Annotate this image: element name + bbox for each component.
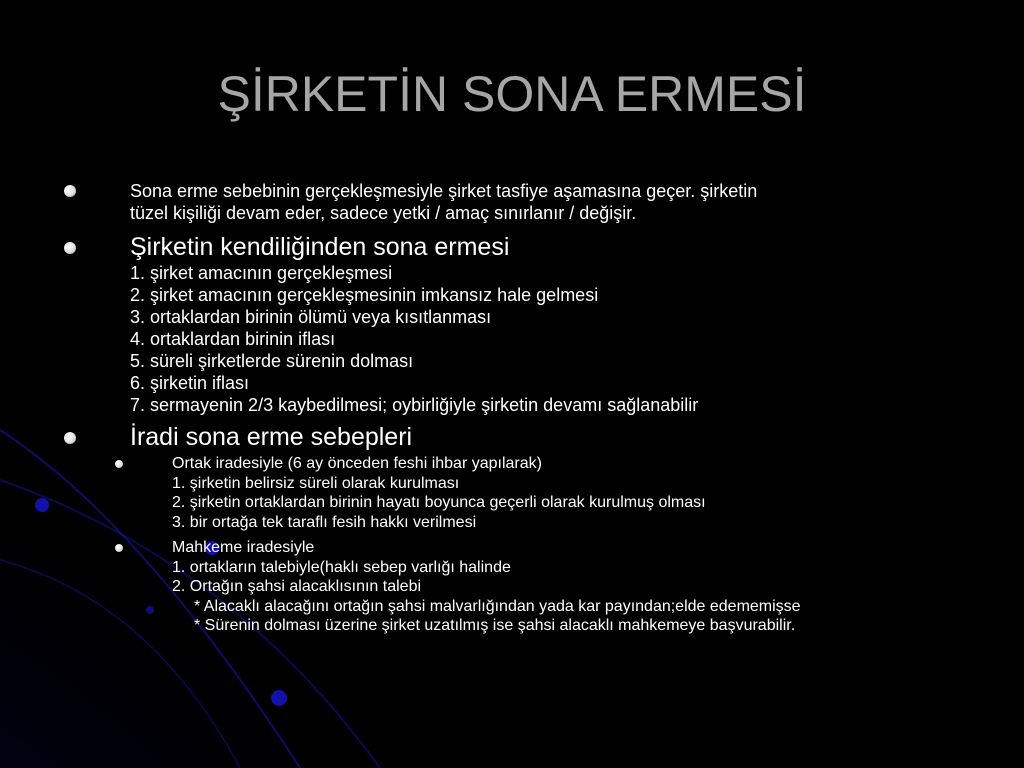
note-item: * Sürenin dolması üzerine şirket uzatılmış ise şahsi alacaklı mahkemeye başvurabilir. xyxy=(194,617,796,634)
bullet-heading: İradi sona erme sebepleri xyxy=(130,423,413,451)
bullet-text xyxy=(130,422,1024,452)
list-item: 3. ortaklardan birinin ölümü veya kısıtlanması xyxy=(130,307,492,327)
subbullet-ortak-iradesiyle xyxy=(0,454,1024,532)
bullet-dot-icon xyxy=(115,544,123,552)
list-item: 1. ortakların talebiyle(haklı sebep varlığı halinde xyxy=(172,558,511,576)
list-item: 5. süreli şirketlerde sürenin dolması xyxy=(130,351,414,371)
bullet-heading: Şirketin kendiliğinden sona ermesi xyxy=(130,233,510,261)
list-item: 2. şirketin ortaklardan birinin hayatı boyunca geçerli olarak kurulmuş olması xyxy=(172,494,706,511)
list-item: 1. şirket amacının gerçekleşmesi xyxy=(130,263,393,283)
bullet-dot-icon xyxy=(64,432,76,444)
list-item: 6. şirketin iflası xyxy=(130,373,250,393)
bullet-text xyxy=(172,454,1024,532)
bullet-kendiliginden xyxy=(0,232,1024,416)
list-item: 3. bir ortağa tek taraflı fesih hakkı verilmesi xyxy=(172,513,477,531)
list-item: 7. sermayenin 2/3 kaybedilmesi; oybirliğiyle şirketin devamı sağlanabilir xyxy=(130,395,699,415)
slide-title: ŞİRKETİN SONA ERMESİ xyxy=(217,66,807,122)
bullet-sona-erme xyxy=(0,180,1024,224)
bullet-text xyxy=(130,180,1024,224)
bullet-dot-icon xyxy=(64,185,76,197)
bullet-dot-icon xyxy=(64,242,76,254)
bullet-dot-icon xyxy=(115,460,123,468)
list-item: 1. şirketin belirsiz süreli olarak kurulması xyxy=(172,474,460,492)
bullet-iradi xyxy=(0,422,1024,452)
bullet-text xyxy=(130,232,1024,416)
list-item: 2. Ortağın şahsi alacaklısının talebi xyxy=(172,578,422,595)
list-item: Mahkeme iradesiyle xyxy=(172,539,315,556)
note-item: * Alacaklı alacağını ortağın şahsi malvarlığından yada kar payından;elde edememişse xyxy=(194,597,801,615)
list-item: Ortak iradesiyle (6 ay önceden feshi ihbar yapılarak) xyxy=(172,455,542,472)
bullet-line: Sona erme sebebinin gerçekleşmesiyle şirket tasfiye aşamasına geçer. şirketin xyxy=(130,181,758,201)
list-item: 2. şirket amacının gerçekleşmesinin imkansız hale gelmesi xyxy=(130,285,599,305)
bullet-text xyxy=(172,538,1024,636)
subbullet-mahkeme-iradesiyle xyxy=(0,538,1024,636)
slide-content xyxy=(0,180,1024,636)
list-item: 4. ortaklardan birinin iflası xyxy=(130,329,336,349)
bullet-line: tüzel kişiliği devam eder, sadece yetki / amaç sınırlanır / değişir. xyxy=(130,203,637,223)
